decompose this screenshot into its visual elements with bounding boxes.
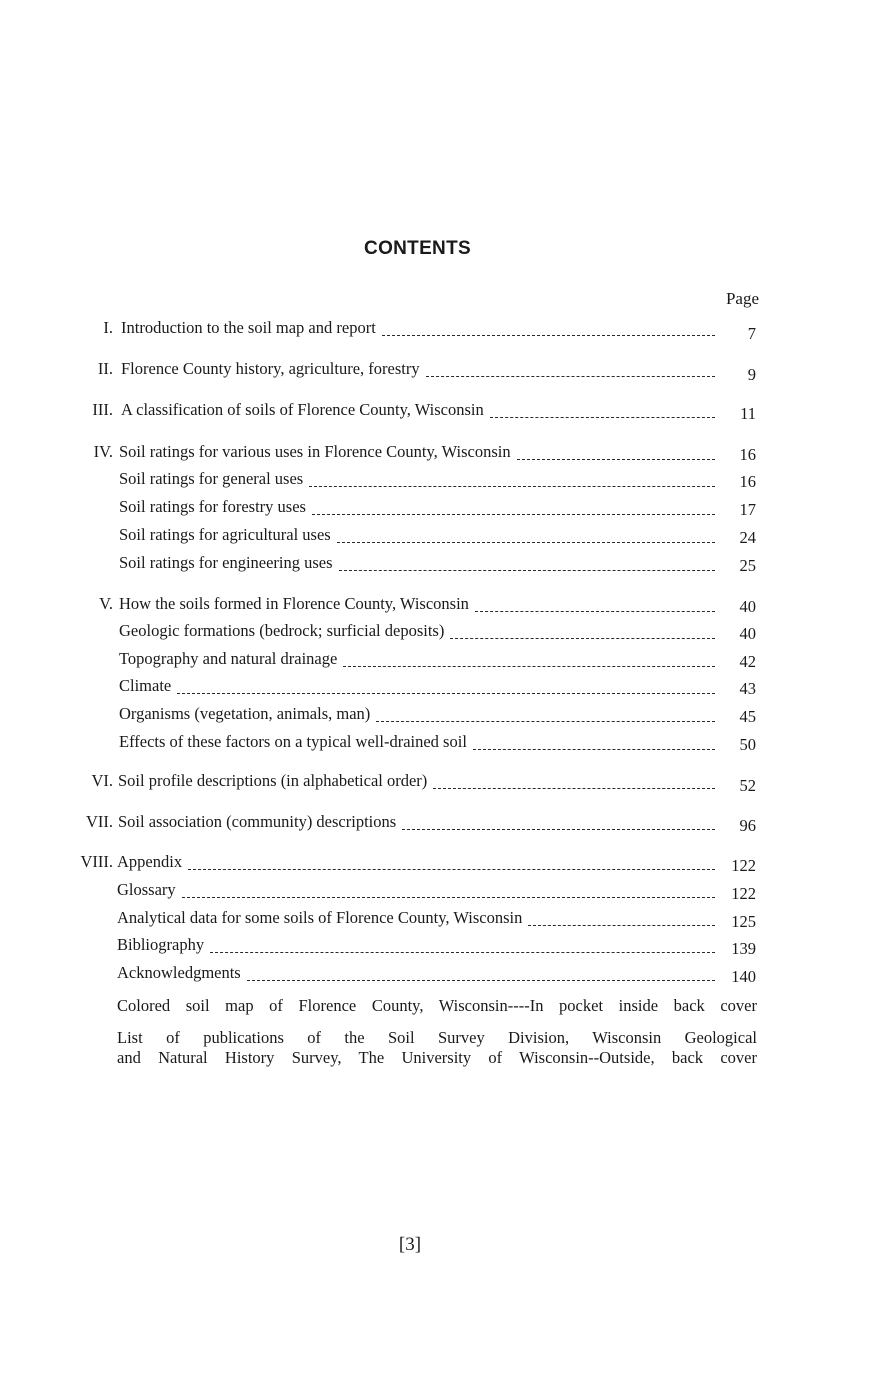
- toc-page-number: 40: [739, 597, 756, 616]
- toc-page-number: 24: [739, 528, 756, 547]
- toc-entry: [0, 702, 885, 726]
- toc-entry: [0, 398, 885, 422]
- toc-page-number: 40: [739, 624, 756, 643]
- page-title: CONTENTS: [364, 238, 471, 259]
- dot-leader: [473, 749, 715, 750]
- toc-page-number: 16: [739, 472, 756, 491]
- toc-entry-title: [119, 523, 721, 547]
- toc-numeral: II.: [97, 359, 113, 378]
- toc-entry-title: [117, 878, 721, 902]
- dot-leader: [210, 952, 715, 953]
- toc-numeral: IV.: [93, 442, 113, 461]
- toc-entry-title: [118, 769, 721, 793]
- dot-leader: [376, 721, 715, 722]
- toc-numeral: VI.: [91, 771, 113, 790]
- toc-entry-text: Introduction to the soil map and report: [121, 318, 376, 337]
- toc-entry-text: Soil ratings for general uses: [119, 469, 304, 488]
- toc-entry-title: [119, 619, 721, 643]
- toc-entry-text: Effects of these factors on a typical well-drained soil: [119, 732, 467, 751]
- toc-entry: [0, 467, 885, 491]
- toc-entry: [0, 440, 885, 464]
- toc-entry-text: Acknowledgments: [117, 963, 241, 982]
- toc-entry-text: Organisms (vegetation, animals, man): [119, 704, 371, 723]
- dot-leader: [402, 829, 715, 830]
- dot-leader: [247, 980, 715, 981]
- dot-leader: [433, 788, 715, 789]
- toc-entry-text: How the soils formed in Florence County, Wisconsin: [119, 594, 469, 613]
- toc-entry: [0, 316, 885, 343]
- toc-numeral: III.: [92, 400, 113, 419]
- toc-page-number: 17: [739, 500, 756, 519]
- toc-entry: [0, 850, 885, 874]
- toc-entry-title: [119, 730, 721, 754]
- toc-entry-title: [119, 495, 721, 519]
- toc-entry: [0, 810, 885, 834]
- dot-leader: [312, 514, 715, 515]
- toc-entry-title: [121, 316, 721, 340]
- toc-page-number: 96: [739, 816, 756, 835]
- dot-leader: [343, 666, 715, 667]
- toc-entry: [0, 961, 885, 985]
- toc-page-number: 140: [731, 967, 756, 986]
- toc-numeral: VIII.: [80, 852, 113, 871]
- toc-page-number: 25: [739, 556, 756, 575]
- dot-leader: [182, 897, 715, 898]
- toc-entry-title: [117, 906, 721, 930]
- publications-note-line2: and Natural History Survey, The University of Wisconsin--Outside, back cover: [117, 1048, 757, 1067]
- toc-page-number: 42: [739, 652, 756, 671]
- dot-leader: [309, 486, 715, 487]
- toc-entry: [0, 523, 885, 547]
- toc-entry: [0, 674, 885, 698]
- toc-page-number: 7: [747, 324, 756, 343]
- toc-page-number: 52: [739, 776, 756, 795]
- toc-page-number: 50: [739, 735, 756, 754]
- toc-entry: [0, 906, 885, 930]
- dot-leader: [528, 925, 715, 926]
- dot-leader: [450, 638, 715, 639]
- dot-leader: [337, 542, 715, 543]
- toc-entry-text: Soil ratings for agricultural uses: [119, 525, 331, 544]
- toc-page-number: 11: [740, 404, 756, 423]
- toc-entry-text: Soil ratings for various uses in Florence County, Wisconsin: [119, 442, 511, 461]
- toc-entry-title: [119, 467, 721, 491]
- dot-leader: [475, 611, 715, 612]
- toc-entry-text: A classification of soils of Florence County, Wisconsin: [121, 400, 484, 419]
- toc-entry-text: Glossary: [117, 880, 176, 899]
- toc-page-number: 122: [731, 884, 756, 903]
- map-note: Colored soil map of Florence County, Wisconsin----In pocket inside back cover: [117, 996, 757, 1015]
- toc-numeral: V.: [99, 594, 113, 613]
- toc-entry-text: Analytical data for some soils of Florence County, Wisconsin: [117, 908, 523, 927]
- toc-entry-title: [119, 440, 721, 464]
- toc-entry-title: [119, 551, 721, 575]
- toc-page-number: 122: [731, 856, 756, 875]
- toc-entry: [0, 357, 885, 384]
- toc-entry: [0, 769, 885, 793]
- toc-entry-text: Climate: [119, 676, 172, 695]
- toc-entry: [0, 878, 885, 902]
- toc-entry-text: Soil ratings for engineering uses: [119, 553, 333, 572]
- toc-page-number: 139: [731, 939, 756, 958]
- toc-entry-title: [119, 647, 721, 671]
- toc-entry: [0, 592, 885, 616]
- toc-page-number: 9: [747, 365, 756, 384]
- dot-leader: [177, 693, 715, 694]
- toc-page-number: 45: [739, 707, 756, 726]
- toc-entry-title: [119, 592, 721, 616]
- toc-entry-title: [118, 810, 721, 834]
- toc-numeral: I.: [103, 318, 113, 337]
- toc-page-number: 16: [739, 445, 756, 464]
- toc-entry-title: [117, 850, 721, 874]
- toc-numeral: VII.: [85, 812, 113, 831]
- toc-entry-text: Florence County history, agriculture, forestry: [121, 359, 420, 378]
- toc-entry-text: Bibliography: [117, 935, 205, 954]
- toc-entry-title: [117, 961, 721, 985]
- toc-entry-text: Topography and natural drainage: [119, 649, 338, 668]
- toc-entry-text: Appendix: [117, 852, 183, 871]
- page-column-heading: Page: [725, 289, 759, 308]
- dot-leader: [339, 570, 715, 571]
- toc-entry-text: Soil profile descriptions (in alphabetical order): [118, 771, 428, 790]
- toc-entry-title: [121, 357, 721, 381]
- dot-leader: [382, 335, 715, 336]
- dot-leader: [517, 459, 715, 460]
- toc-entry: [0, 495, 885, 519]
- toc-entry-text: Geologic formations (bedrock; surficial deposits): [119, 621, 445, 640]
- toc-entry-title: [117, 933, 721, 957]
- toc-entry: [0, 551, 885, 575]
- page-folio: [3]: [398, 1234, 422, 1255]
- dot-leader: [188, 869, 715, 870]
- toc-entry-title: [119, 702, 721, 726]
- toc-entry: [0, 647, 885, 671]
- toc-entry-title: [119, 674, 721, 698]
- toc-entry-text: Soil ratings for forestry uses: [119, 497, 306, 516]
- toc-entry: [0, 933, 885, 957]
- toc-entry-text: Soil association (community) descriptions: [118, 812, 397, 831]
- toc-page-number: 125: [731, 912, 756, 931]
- dot-leader: [490, 417, 715, 418]
- toc-page-number: 43: [739, 679, 756, 698]
- toc-entry: [0, 619, 885, 643]
- toc-entry-title: [121, 398, 721, 422]
- dot-leader: [426, 376, 715, 377]
- publications-note-line1: List of publications of the Soil Survey Division, Wisconsin Geological: [117, 1028, 757, 1047]
- toc-entry: [0, 730, 885, 754]
